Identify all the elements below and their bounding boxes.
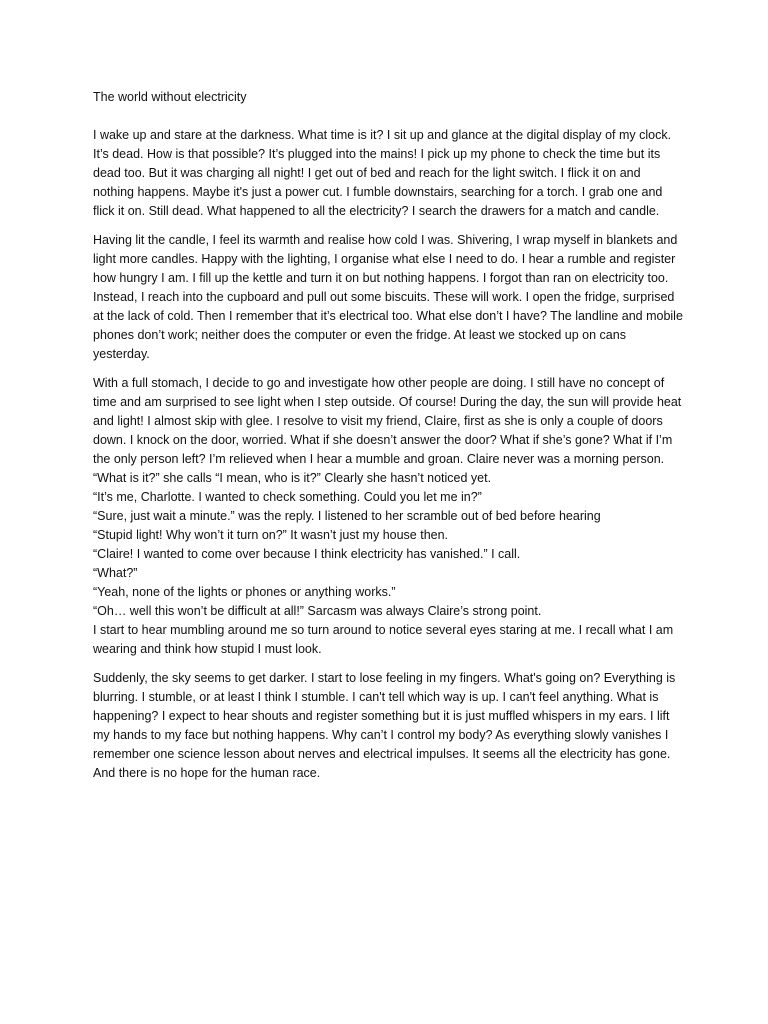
paragraph-4: Suddenly, the sky seems to get darker. I start to lose feeling in my fingers. What's going on? Everything is blurring. I stumble, or at least I think I stumble. I can't tell which way is up. I can't feel anything. What is happening? I expect to hear shouts and register something but it is just muffled whispers in my ears. I lift my hands to my face but nothing happens. Why can’t I control my body? As everything slowly vanishes I remember one science lesson about nerves and electrical impulses. It seems all the electricity has gone. And there is no hope for the human race. xyxy=(93,671,676,780)
dialogue-block xyxy=(93,488,683,659)
document-title: The world without electricity xyxy=(93,90,247,104)
dialogue-line: “Sure, just wait a minute.” was the reply. I listened to her scramble out of bed before hearing xyxy=(93,509,601,523)
paragraph-2: Having lit the candle, I feel its warmth and realise how cold I was. Shivering, I wrap myself in blankets and light more candles. Happy with the lighting, I organise what else I need to do. I hear a rumble and register how hungry I am. I fill up the kettle and turn it on but nothing happens. I forgot than ran on electricity too. Instead, I reach into the cupboard and pull out some biscuits. These will work. I open the fridge, surprised at the lack of cold. Then I remember that it’s electrical too. What else don’t I have? The landline and mobile phones don’t work; neither does the computer or even the fridge. At least we stocked up on cans yesterday. xyxy=(93,233,683,361)
dialogue-line: “Yeah, none of the lights or phones or anything works.” xyxy=(93,585,396,599)
paragraph-3: With a full stomach, I decide to go and investigate how other people are doing. I still have no concept of time and am surprised to see light when I step outside. Of course! During the day, the sun will provide heat and light! I almost skip with glee. I resolve to visit my friend, Claire, first as she is only a couple of doors down. I knock on the door, worried. What if she doesn’t answer the door? What if she’s gone? What if I’m the only person left? I’m relieved when I hear a mumble and groan. Claire never was a morning person. “What is it?” she calls “I mean, who is it?” Clearly she hasn’t noticed yet. xyxy=(93,376,682,485)
dialogue-line: “What?” xyxy=(93,566,138,580)
dialogue-line: “Stupid light! Why won’t it turn on?” It wasn’t just my house then. xyxy=(93,528,449,542)
dialogue-line: “Oh… well this won’t be difficult at all!” Sarcasm was always Claire’s strong point. xyxy=(93,604,542,618)
document-body xyxy=(93,88,683,793)
dialogue-line: I start to hear mumbling around me so turn around to notice several eyes staring at me. I recall what I am wearing and think how stupid I must look. xyxy=(93,623,674,656)
dialogue-line: “Claire! I wanted to come over because I think electricity has vanished.” I call. xyxy=(93,547,521,561)
dialogue-line: “It’s me, Charlotte. I wanted to check something. Could you let me in?” xyxy=(93,490,482,504)
paragraph-1: I wake up and stare at the darkness. What time is it? I sit up and glance at the digital display of my clock. It’s dead. How is that possible? It’s plugged into the mains! I pick up my phone to check the time but its dead too. But it was charging all night! I get out of bed and reach for the light switch. I flick it on and nothing happens. Maybe it's just a power cut. I fumble downstairs, searching for a torch. I grab one and flick it on. Still dead. What happened to all the electricity? I search the drawers for a match and candle. xyxy=(93,128,672,218)
